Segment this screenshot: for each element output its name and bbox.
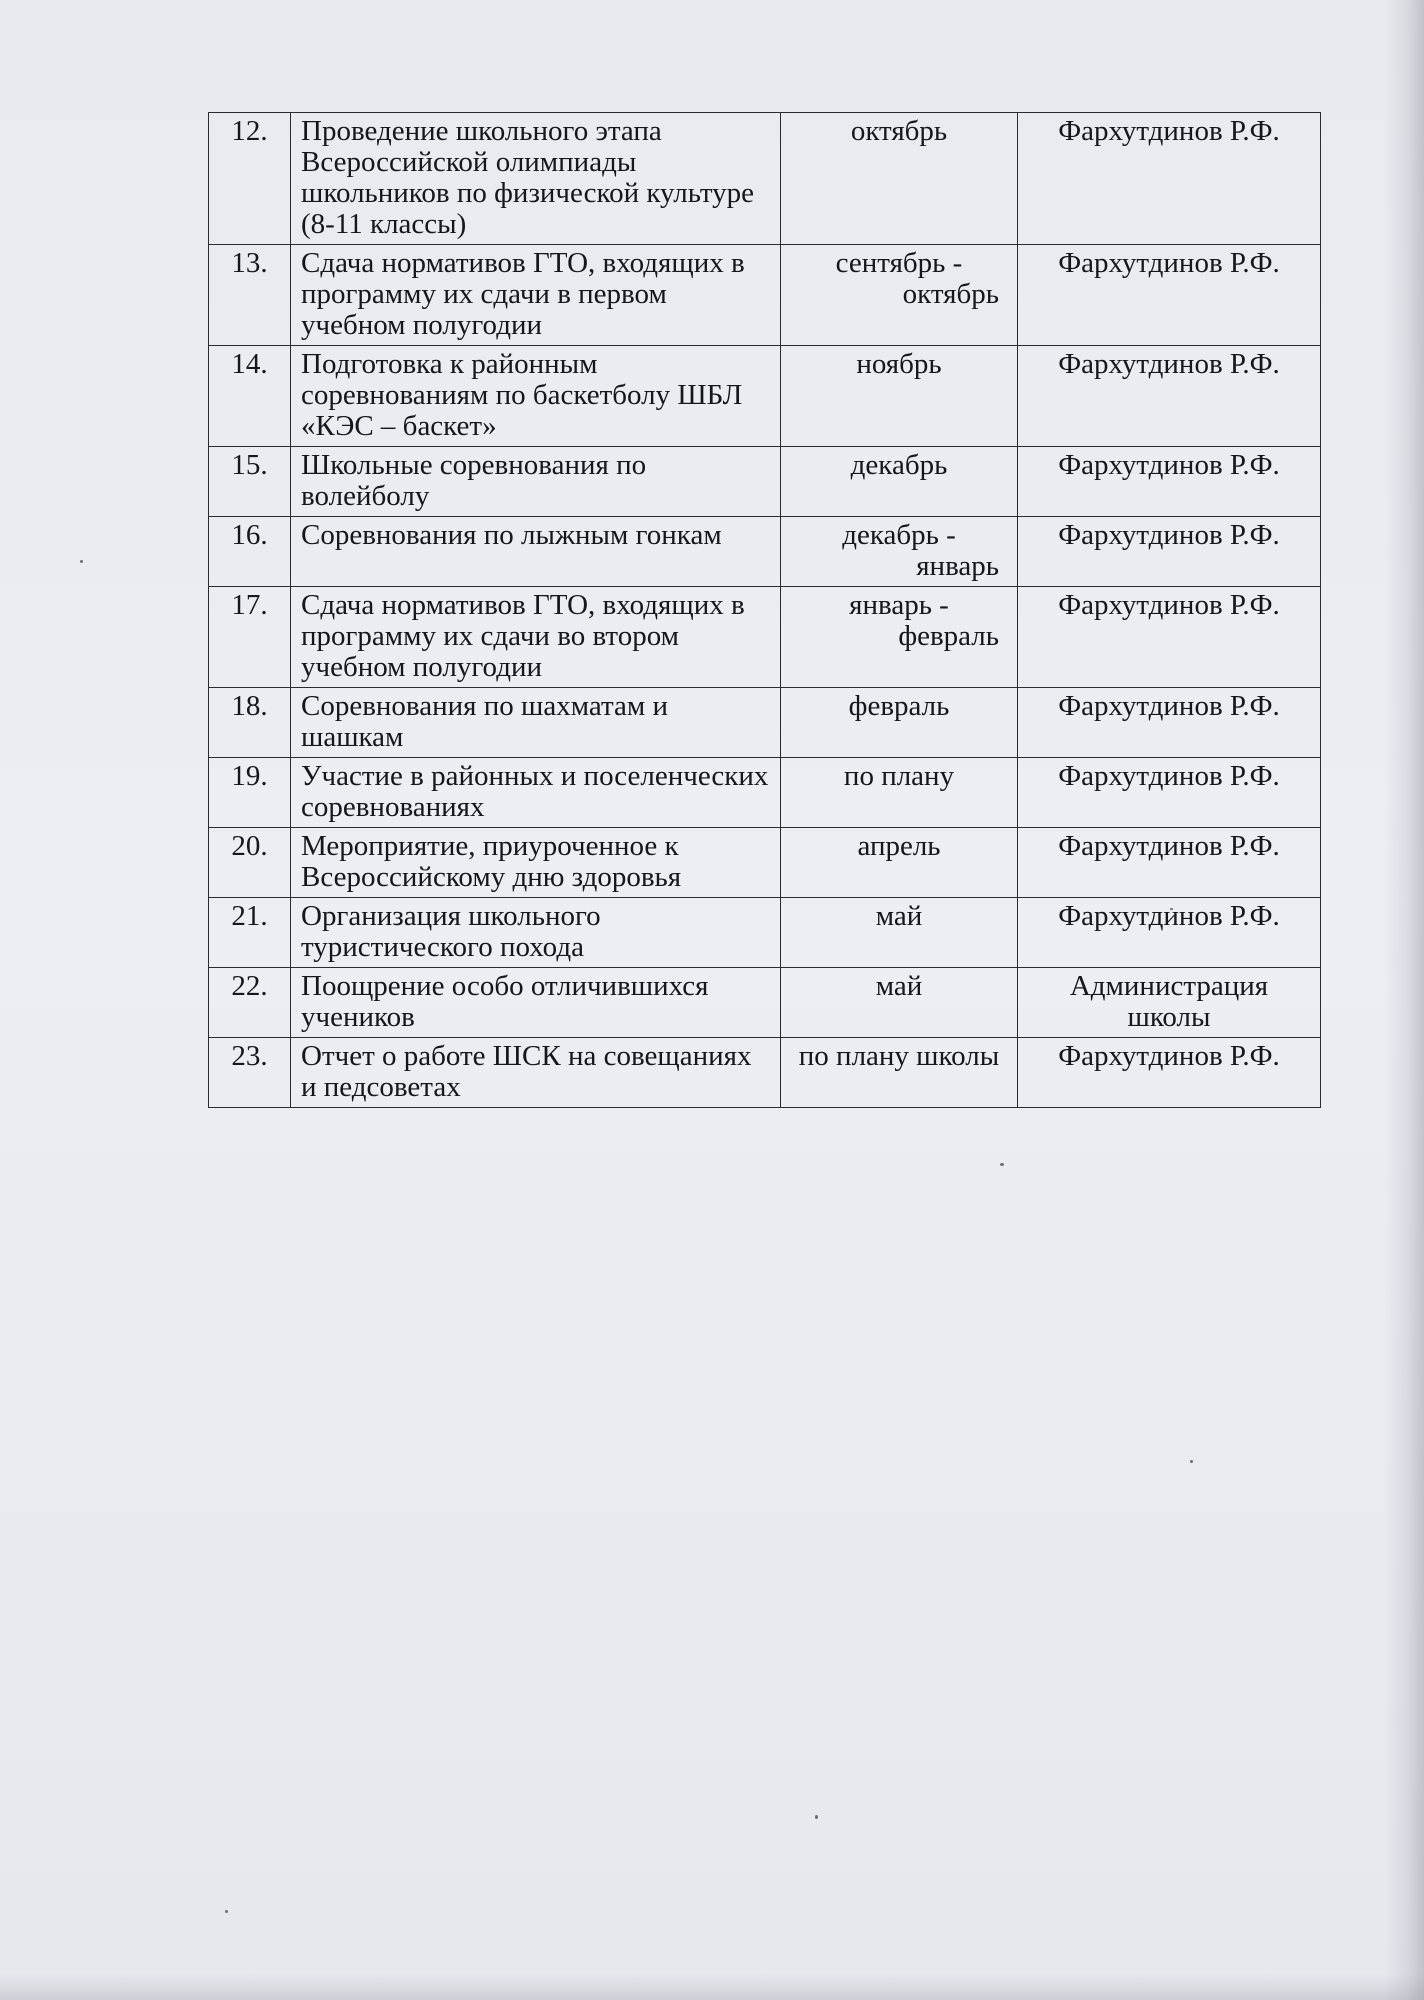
scan-speck — [225, 1910, 228, 1913]
event-responsible: Фархутдинов Р.Ф. — [1018, 245, 1321, 346]
event-title: Мероприятие, приуроченное к Всероссийскому дню здоровья — [291, 828, 781, 898]
event-date — [781, 968, 1018, 1038]
event-responsible: Фархутдинов Р.Ф. — [1018, 688, 1321, 758]
scan-speck — [815, 1815, 818, 1819]
event-responsible: Фархутдинов Р.Ф. — [1018, 898, 1321, 968]
table-row — [209, 587, 1321, 688]
event-date-start: октябрь — [850, 115, 948, 147]
row-number: 18. — [209, 688, 291, 758]
event-date — [781, 346, 1018, 447]
sports-plan-table — [208, 112, 1321, 1108]
event-title: Проведение школьного этапа Всероссийской олимпиады школьников по физической культуре (8-11 классы) — [291, 113, 781, 245]
event-responsible: Фархутдинов Р.Ф. — [1018, 113, 1321, 245]
event-date-end: январь — [916, 550, 999, 582]
event-date — [781, 113, 1018, 245]
event-date-start: январь - — [849, 589, 949, 621]
row-number: 20. — [209, 828, 291, 898]
event-title: Организация школьного туристического похода — [291, 898, 781, 968]
event-title: Соревнования по лыжным гонкам — [291, 517, 781, 587]
event-title: Сдача нормативов ГТО, входящих в программу их сдачи в первом учебном полугодии — [291, 245, 781, 346]
event-responsible: Фархутдинов Р.Ф. — [1018, 758, 1321, 828]
table-row — [209, 346, 1321, 447]
row-number: 22. — [209, 968, 291, 1038]
table-row — [209, 688, 1321, 758]
event-title: Сдача нормативов ГТО, входящих в программу их сдачи во втором учебном полугодии — [291, 587, 781, 688]
event-date-start: сентябрь - — [835, 247, 963, 279]
scan-shadow-right — [1384, 0, 1424, 2000]
event-responsible: Фархутдинов Р.Ф. — [1018, 346, 1321, 447]
event-responsible: Администрация школы — [1018, 968, 1321, 1038]
event-date — [781, 587, 1018, 688]
table-body — [209, 113, 1321, 1108]
event-date — [781, 898, 1018, 968]
scan-speck — [1000, 1163, 1004, 1166]
event-title: Участие в районных и поселенческих соревнованиях — [291, 758, 781, 828]
event-date — [781, 447, 1018, 517]
row-number: 12. — [209, 113, 291, 245]
table-row — [209, 517, 1321, 587]
scan-shadow-bottom — [0, 1974, 1424, 2000]
event-date-start: по плану школы — [798, 1040, 1000, 1072]
event-date-end: октябрь — [902, 278, 999, 310]
table-row — [209, 968, 1321, 1038]
row-number: 13. — [209, 245, 291, 346]
event-date — [781, 688, 1018, 758]
scan-speck — [1190, 1460, 1193, 1463]
table-row — [209, 113, 1321, 245]
event-responsible: Фархутдинов Р.Ф. — [1018, 828, 1321, 898]
row-number: 16. — [209, 517, 291, 587]
event-date-start: декабрь — [850, 449, 948, 481]
table-row — [209, 898, 1321, 968]
row-number: 23. — [209, 1038, 291, 1108]
scan-speck — [80, 560, 83, 563]
event-date-start: май — [875, 970, 923, 1002]
event-responsible: Фархутдинов Р.Ф. — [1018, 1038, 1321, 1108]
event-responsible: Фархутдинов Р.Ф. — [1018, 447, 1321, 517]
event-title: Школьные соревнования по волейболу — [291, 447, 781, 517]
row-number: 21. — [209, 898, 291, 968]
table-row — [209, 245, 1321, 346]
event-date-start: май — [875, 900, 923, 932]
event-date-start: декабрь - — [842, 519, 956, 551]
event-date-start: февраль — [848, 690, 950, 722]
event-date — [781, 758, 1018, 828]
event-date — [781, 517, 1018, 587]
event-date-start: апрель — [857, 830, 941, 862]
event-date-start: ноябрь — [856, 348, 942, 380]
row-number: 15. — [209, 447, 291, 517]
table-row — [209, 447, 1321, 517]
table-row — [209, 828, 1321, 898]
event-date — [781, 1038, 1018, 1108]
row-number: 17. — [209, 587, 291, 688]
event-date — [781, 245, 1018, 346]
row-number: 14. — [209, 346, 291, 447]
event-title: Отчет о работе ШСК на совещаниях и педсоветах — [291, 1038, 781, 1108]
event-date-end: февраль — [898, 620, 999, 652]
event-responsible: Фархутдинов Р.Ф. — [1018, 517, 1321, 587]
table-row — [209, 1038, 1321, 1108]
event-title: Соревнования по шахматам и шашкам — [291, 688, 781, 758]
row-number: 19. — [209, 758, 291, 828]
event-responsible: Фархутдинов Р.Ф. — [1018, 587, 1321, 688]
table-row — [209, 758, 1321, 828]
event-title: Поощрение особо отличившихся учеников — [291, 968, 781, 1038]
event-date — [781, 828, 1018, 898]
event-title: Подготовка к районным соревнованиям по баскетболу ШБЛ «КЭС – баскет» — [291, 346, 781, 447]
event-date-start: по плану — [843, 760, 955, 792]
